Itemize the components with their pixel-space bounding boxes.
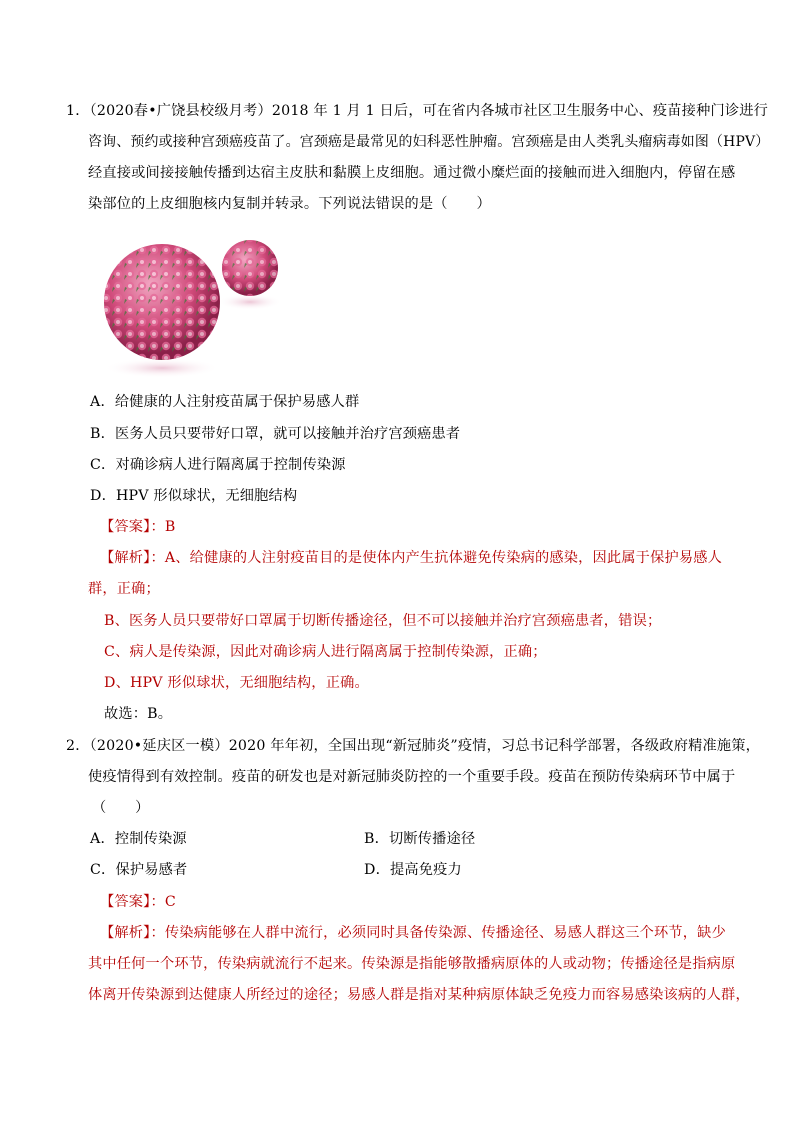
q1-analysis-line-3: B、医务人员只要带好口罩属于切断传播途径，但不可以接触并治疗宫颈癌患者，错误； (104, 613, 662, 629)
q2-analysis-line-2: 其中任何一个环节，传染病就流行不起来。传染源是指能够散播病原体的人或动物；传播途径是指病原 (88, 956, 736, 972)
q1-option-c: C．对确诊病人进行隔离属于控制传染源 (90, 457, 346, 473)
q1-analysis-line-2: 群，正确； (88, 581, 160, 597)
q2-option-d: D．提高免疫力 (364, 862, 462, 878)
q1-stem-line-1: 1．（2020春•广饶县校级月考）2018 年 1 月 1 日后，可在省内各城市社区卫生服务中心、疫苗接种门诊进行 (66, 103, 769, 119)
q2-option-b: B．切断传播途径 (364, 831, 476, 847)
q2-stem-line-3: （ ） (92, 800, 150, 816)
q2-option-c: C．保护易感者 (90, 862, 188, 878)
q1-analysis-line-4: C、病人是传染源，因此对确诊病人进行隔离属于控制传染源，正确； (104, 644, 547, 660)
q2-option-a: A．控制传染源 (90, 831, 187, 847)
hpv-virus-image (100, 232, 290, 380)
q1-answer: 【答案】：B (100, 519, 176, 535)
q2-stem-line-2: 使疫情得到有效控制。疫苗的研发也是对新冠肺炎防控的一个重要手段。疫苗在预防传染病环节中属于 (88, 769, 736, 785)
q1-stem-line-2: 咨询、预约或接种宫颈癌疫苗了。宫颈癌是最常见的妇科恶性肿瘤。宫颈癌是由人类乳头瘤病毒如图（HPV） (88, 134, 770, 150)
q1-option-d: D．HPV 形似球状，无细胞结构 (90, 488, 298, 504)
q2-analysis-line-1: 【解析】：传染病能够在人群中流行，必须同时具备传染源、传播途径、易感人群这三个环节，缺少 (100, 925, 726, 941)
q2-stem-line-1: 2．（2020•延庆区一模）2020 年年初，全国出现“新冠肺炎”疫情，习总书记科学部署，各级政府精准施策， (66, 738, 761, 754)
q1-stem-line-4: 染部位的上皮细胞核内复制并转录。下列说法错误的是（ ） (88, 196, 491, 212)
q1-option-b: B．医务人员只要带好口罩，就可以接触并治疗宫颈癌患者 (90, 426, 461, 442)
q1-option-a: A．给健康的人注射疫苗属于保护易感人群 (90, 394, 360, 410)
q2-answer: 【答案】：C (100, 894, 176, 910)
q2-analysis-line-3: 体离开传染源到达健康人所经过的途径；易感人群是指对某种病原体缺乏免疫力而容易感染该病的人群， (88, 987, 750, 1003)
q1-analysis-line-1: 【解析】：A、给健康的人注射疫苗目的是使体内产生抗体避免传染病的感染，因此属于保护易感人 (100, 550, 723, 566)
q1-stem-line-3: 经直接或间接接触传播到达宿主皮肤和黏膜上皮细胞。通过微小糜烂面的接触而进入细胞内，停留在感 (88, 165, 736, 181)
q1-analysis-line-5: D、HPV 形似球状，无细胞结构，正确。 (104, 675, 369, 691)
q1-conclusion: 故选：B。 (104, 706, 173, 722)
